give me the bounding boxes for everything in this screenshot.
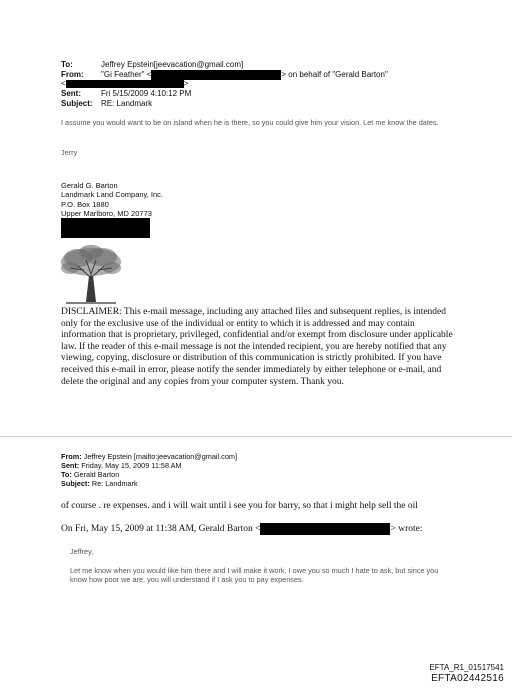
sent-value: Fri 5/15/2009 4:10:12 PM bbox=[101, 89, 192, 98]
from-cont-start: < bbox=[61, 79, 66, 88]
quote-header bbox=[61, 523, 423, 535]
email2-subject-value: Re: Landmark bbox=[91, 479, 138, 488]
email2-from-line bbox=[61, 452, 237, 461]
signature-company: Landmark Land Company, Inc. bbox=[61, 190, 164, 200]
divider bbox=[0, 436, 512, 437]
from-continuation bbox=[61, 79, 188, 88]
sent-label: Sent: bbox=[61, 89, 81, 98]
signature-block bbox=[61, 181, 163, 219]
email2-sent-label: Sent: bbox=[61, 461, 80, 470]
to-label: To: bbox=[61, 60, 73, 69]
email2-from-label: From: bbox=[61, 452, 82, 461]
quote-header-start: On Fri, May 15, 2009 at 11:38 AM, Gerald Barton < bbox=[61, 524, 261, 535]
to-value: Jeffrey Epstein[jeevacation@gmail.com] bbox=[101, 60, 244, 69]
email2-from-value: Jeffrey Epstein [mailto:jeevacation@gmail.com] bbox=[83, 452, 237, 461]
subject-label: Subject: bbox=[61, 99, 93, 108]
footer-id-primary: EFTA_R1_01517541 bbox=[429, 663, 504, 672]
email2-to-value: Gerald Barton bbox=[73, 470, 120, 479]
email2-subject-line bbox=[61, 479, 138, 488]
from-value-start: "Gi Feather" < bbox=[101, 70, 152, 80]
email1-signoff: Jerry bbox=[61, 148, 78, 157]
redaction-box bbox=[260, 523, 390, 535]
email2-body: of course . re expenses. and i will wait until i see you for barry, so that i might help sell the oil bbox=[61, 501, 418, 511]
email2-to-line bbox=[61, 470, 119, 479]
disclaimer: DISCLAIMER: This e-mail message, including any attached files and subsequent replies, is intended only for the exclusive use of the individual or entity to which it is addressed and may contain information that is proprietary, privileged, confidential and/or exempt from disclosure under applicable law. If the reader of this e-mail message is not the intended recipient, you are hereby notified that any viewing, copying, disclosure or distribution of this communication is strictly prohibited. If you have received this e-mail in error, please notify the sender immediately by either telephone or e-mail, and delete the original and any copies from your computer system. Thank you. bbox=[61, 307, 453, 387]
quote-body: Let me know when you would like him there and I will make it work. I owe you so much I hate to ask, but since you know how poor we are, you will understand if I ask you to pay expenses. bbox=[70, 566, 439, 584]
from-label: From: bbox=[61, 70, 84, 79]
quote-greeting: Jeffrey, bbox=[70, 547, 94, 556]
email2-sent-line bbox=[61, 461, 182, 470]
signature-pobox: P.O. Box 1880 bbox=[61, 199, 109, 209]
from-cont-end: > bbox=[183, 79, 189, 88]
email2-subject-label: Subject: bbox=[61, 479, 90, 488]
email2-to-label: To: bbox=[61, 470, 72, 479]
footer-id-secondary: EFTA02442516 bbox=[431, 673, 504, 684]
redaction-box bbox=[66, 80, 184, 88]
email1-body: I assume you would want to be on island when he is there, so you could give him your vision. Let me know the dates. bbox=[61, 118, 439, 127]
quote-header-end: > wrote: bbox=[390, 524, 423, 535]
from-value-end: > on behalf of "Gerald Barton" bbox=[281, 70, 388, 80]
tree-logo bbox=[58, 244, 124, 306]
signature-city: Upper Marlboro, MD 20773 bbox=[61, 209, 152, 219]
redaction-box bbox=[61, 218, 150, 238]
subject-value: RE: Landmark bbox=[101, 99, 153, 108]
signature-name: Gerald G. Barton bbox=[61, 181, 118, 190]
email2-sent-value: Friday, May 15, 2009 11:58 AM bbox=[81, 461, 182, 470]
